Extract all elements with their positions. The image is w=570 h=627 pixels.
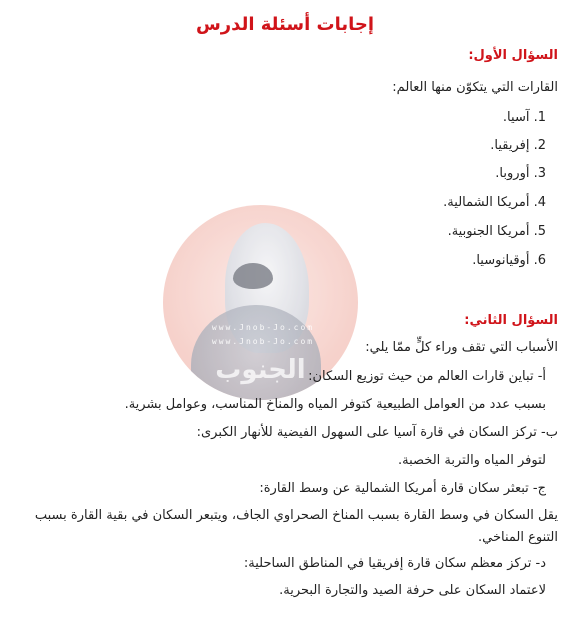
question-2a: أ- تباين قارات العالم من حيث توزيع السكان: [308,369,546,384]
watermark-logo-text: الجنوب [215,355,306,385]
falcon-beak-graphic [233,263,273,289]
answer-2a: بسبب عدد من العوامل الطبيعية كتوفر المياه والمناخ المناسب، وعوامل بشرية. [124,397,546,412]
list-item: 6. أوقيانوسيا. [472,253,546,268]
answer-2b: لتوفر المياه والتربة الخصبة. [398,453,546,468]
question-1-intro: القارات التي يتكوّن منها العالم: [392,80,558,95]
list-item: 1. آسيا. [502,110,546,125]
question-2c: ج- تبعثر سكان قارة أمريكا الشمالية عن وسط القارة: [259,481,546,496]
page-title: إجابات أسئلة الدرس [195,14,375,35]
list-item: 3. أوروبا. [495,166,546,181]
question-2-intro: الأسباب التي تقف وراء كلٍّ ممّا يلي: [365,340,558,355]
question-2-heading: السؤال الثاني: [464,313,558,328]
watermark-site-text: www.Jnob-Jo.com [211,323,315,332]
answer-2d: لاعتماد السكان على حرفة الصيد والتجارة البحرية. [279,583,546,598]
list-item: 2. إفريقيا. [490,138,546,153]
question-2d: د- تركز معظم سكان قارة إفريقيا في المناطق الساحلية: [243,556,546,571]
question-1-heading: السؤال الأول: [468,48,558,63]
watermark-site-text: www.Jnob-Jo.com [211,337,315,346]
question-2b: ب- تركز السكان في قارة آسيا على السهول الفيضية للأنهار الكبرى: [196,425,558,440]
answer-2c: يقل السكان في وسط القارة بسبب المناخ الصحراوي الجاف، ويتبعر السكان في بقية القارة بسبب التنوع المناخي. [34,508,558,545]
list-item: 5. أمريكا الجنوبية. [447,224,546,239]
list-item: 4. أمريكا الشمالية. [443,195,546,210]
